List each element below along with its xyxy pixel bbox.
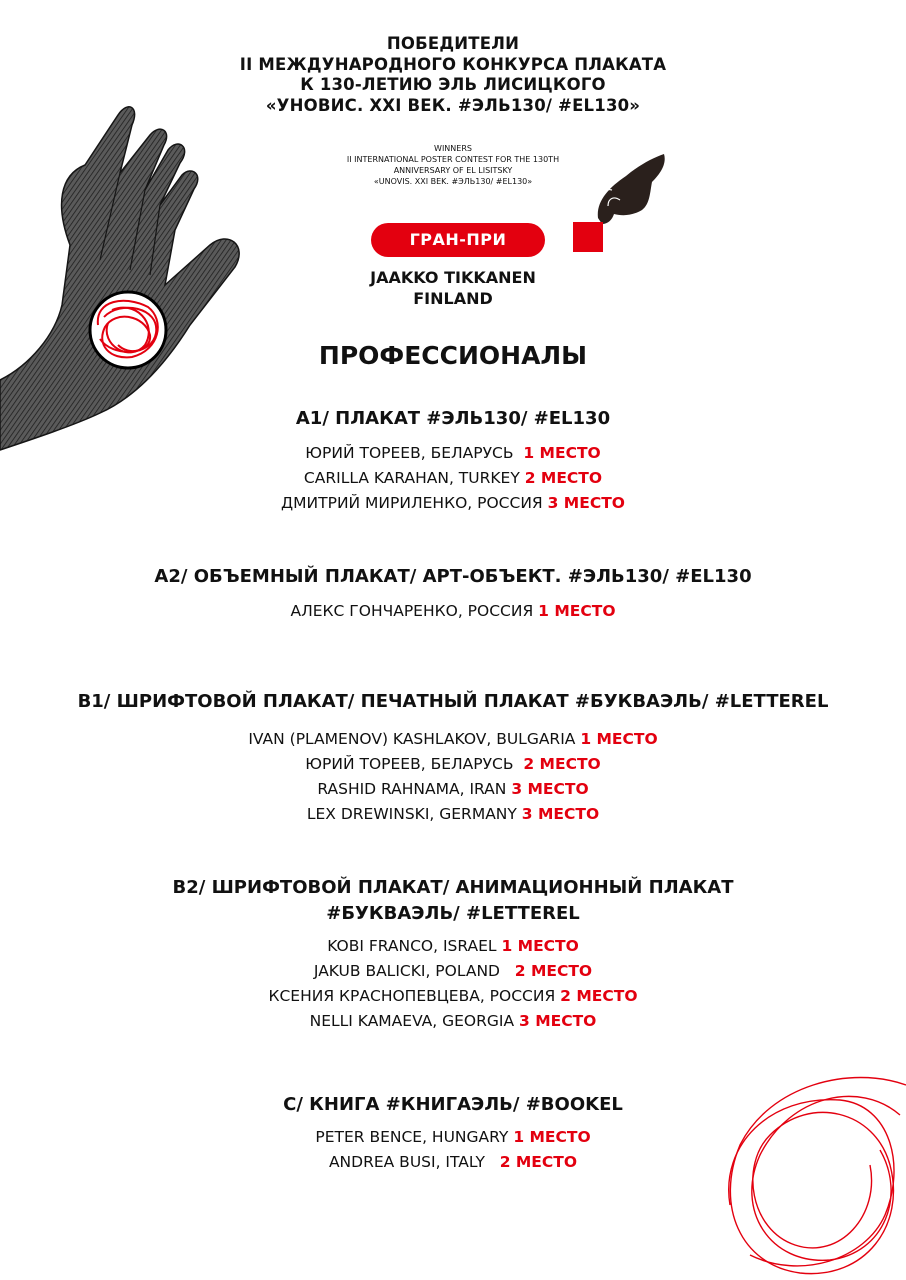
grand-prix-winner bbox=[0, 267, 906, 309]
winner-entry bbox=[0, 934, 906, 959]
winner-name: ДМИТРИЙ МИРИЛЕНКО, РОССИЯ bbox=[281, 494, 548, 512]
winner-name: ЮРИЙ ТОРЕЕВ, БЕЛАРУСЬ bbox=[305, 755, 524, 773]
header-subtitle-line: ANNIVERSARY OF EL LISITSKY bbox=[393, 166, 513, 175]
winner-entry bbox=[0, 959, 906, 984]
header-title-ru bbox=[0, 34, 906, 116]
winner-place: 2 МЕСТО bbox=[523, 755, 601, 773]
winner-name: ЮРИЙ ТОРЕЕВ, БЕЛАРУСЬ bbox=[305, 444, 524, 462]
winner-place: 1 МЕСТО bbox=[523, 444, 601, 462]
winner-name: ANDREA BUSI, ITALY bbox=[328, 1153, 500, 1171]
winner-place: 3 МЕСТО bbox=[521, 805, 600, 823]
category-title: C/ КНИГА #КНИГАЭЛЬ/ #BOOKEL bbox=[283, 1094, 623, 1115]
winner-place: 1 МЕСТО bbox=[501, 937, 579, 955]
category-c bbox=[0, 1092, 906, 1175]
header-title-line: «УНОВИС. XXI ВЕК. #ЭЛЬ130/ #EL130» bbox=[265, 95, 641, 115]
winner-name: KOBI FRANCO, ISRAEL bbox=[327, 937, 502, 955]
header-title-line: ПОБЕДИТЕЛИ bbox=[386, 34, 520, 53]
winner-entry bbox=[0, 1150, 906, 1175]
category-title: B2/ ШРИФТОВОЙ ПЛАКАТ/ АНИМАЦИОННЫЙ ПЛАКАТ bbox=[172, 877, 734, 898]
header-subtitle-line: «UNOVIS. XXI BEK. #ЭЛЬ130/ #EL130» bbox=[373, 177, 533, 186]
winner-entry bbox=[0, 466, 906, 491]
category-title: B1/ ШРИФТОВОЙ ПЛАКАТ/ ПЕЧАТНЫЙ ПЛАКАТ #БУКВАЭЛЬ/ #LETTEREL bbox=[77, 691, 829, 712]
winner-entry bbox=[0, 1009, 906, 1034]
grand-prix-badge: ГРАН-ПРИ bbox=[371, 223, 545, 257]
winner-place: 2 МЕСТО bbox=[524, 469, 603, 487]
red-square bbox=[573, 222, 603, 252]
section-title: ПРОФЕССИОНАЛЫ bbox=[318, 341, 588, 370]
winner-entry bbox=[0, 599, 906, 624]
category-b1 bbox=[0, 689, 906, 827]
winner-name: RASHID RAHNAMA, IRAN bbox=[317, 780, 512, 798]
winner-name: JAKUB BALICKI, POLAND bbox=[313, 962, 515, 980]
winner-name: IVAN (PLAMENOV) KASHLAKOV, BULGARIA bbox=[248, 730, 581, 748]
winner-name: CARILLA KARAHAN, TURKEY bbox=[303, 469, 525, 487]
winner-place: 1 МЕСТО bbox=[513, 1128, 591, 1146]
winner-place: 2 МЕСТО bbox=[499, 1153, 578, 1171]
category-title: #БУКВАЭЛЬ/ #LETTEREL bbox=[326, 903, 580, 924]
winner-entry bbox=[0, 441, 906, 466]
category-title: A1/ ПЛАКАТ #ЭЛЬ130/ #EL130 bbox=[295, 408, 611, 429]
grand-prix-winner-name: JAAKKO TIKKANEN bbox=[370, 268, 536, 287]
winner-entry bbox=[0, 777, 906, 802]
winner-place: 2 МЕСТО bbox=[514, 962, 593, 980]
winner-name: PETER BENCE, HUNGARY bbox=[315, 1128, 514, 1146]
grand-prix-winner-country: FINLAND bbox=[413, 289, 493, 308]
winner-place: 3 МЕСТО bbox=[511, 780, 589, 798]
winner-name: АЛЕКС ГОНЧАРЕНКО, РОССИЯ bbox=[290, 602, 539, 620]
winner-entry bbox=[0, 984, 906, 1009]
category-b2 bbox=[0, 875, 906, 1034]
category-title: A2/ ОБЪЕМНЫЙ ПЛАКАТ/ АРТ-ОБЪЕКТ. #ЭЛЬ130/ #EL130 bbox=[154, 566, 752, 587]
header-subtitle-line: WINNERS bbox=[434, 144, 472, 153]
header-subtitle-line: II INTERNATIONAL POSTER CONTEST FOR THE 130TH bbox=[346, 155, 560, 164]
category-a2 bbox=[0, 564, 906, 624]
winner-place: 2 МЕСТО bbox=[560, 987, 638, 1005]
winner-place: 3 МЕСТО bbox=[547, 494, 625, 512]
winner-name: КСЕНИЯ КРАСНОПЕВЦЕВА, РОССИЯ bbox=[268, 987, 561, 1005]
winner-place: 3 МЕСТО bbox=[519, 1012, 597, 1030]
winner-entry bbox=[0, 802, 906, 827]
header-title-en bbox=[0, 143, 906, 187]
winner-place: 1 МЕСТО bbox=[538, 602, 616, 620]
winner-entry bbox=[0, 727, 906, 752]
header-title-line: К 130-ЛЕТИЮ ЭЛЬ ЛИСИЦКОГО bbox=[300, 75, 606, 94]
header-title-line: II МЕЖДУНАРОДНОГО КОНКУРСА ПЛАКАТА bbox=[239, 54, 667, 74]
winner-entry bbox=[0, 752, 906, 777]
winner-entry bbox=[0, 1125, 906, 1150]
winner-place: 1 МЕСТО bbox=[580, 730, 658, 748]
category-a1 bbox=[0, 406, 906, 516]
winner-name: LEX DREWINSKI, GERMANY bbox=[306, 805, 522, 823]
winner-entry bbox=[0, 491, 906, 516]
winner-name: NELLI KAMAEVA, GEORGIA bbox=[309, 1012, 520, 1030]
